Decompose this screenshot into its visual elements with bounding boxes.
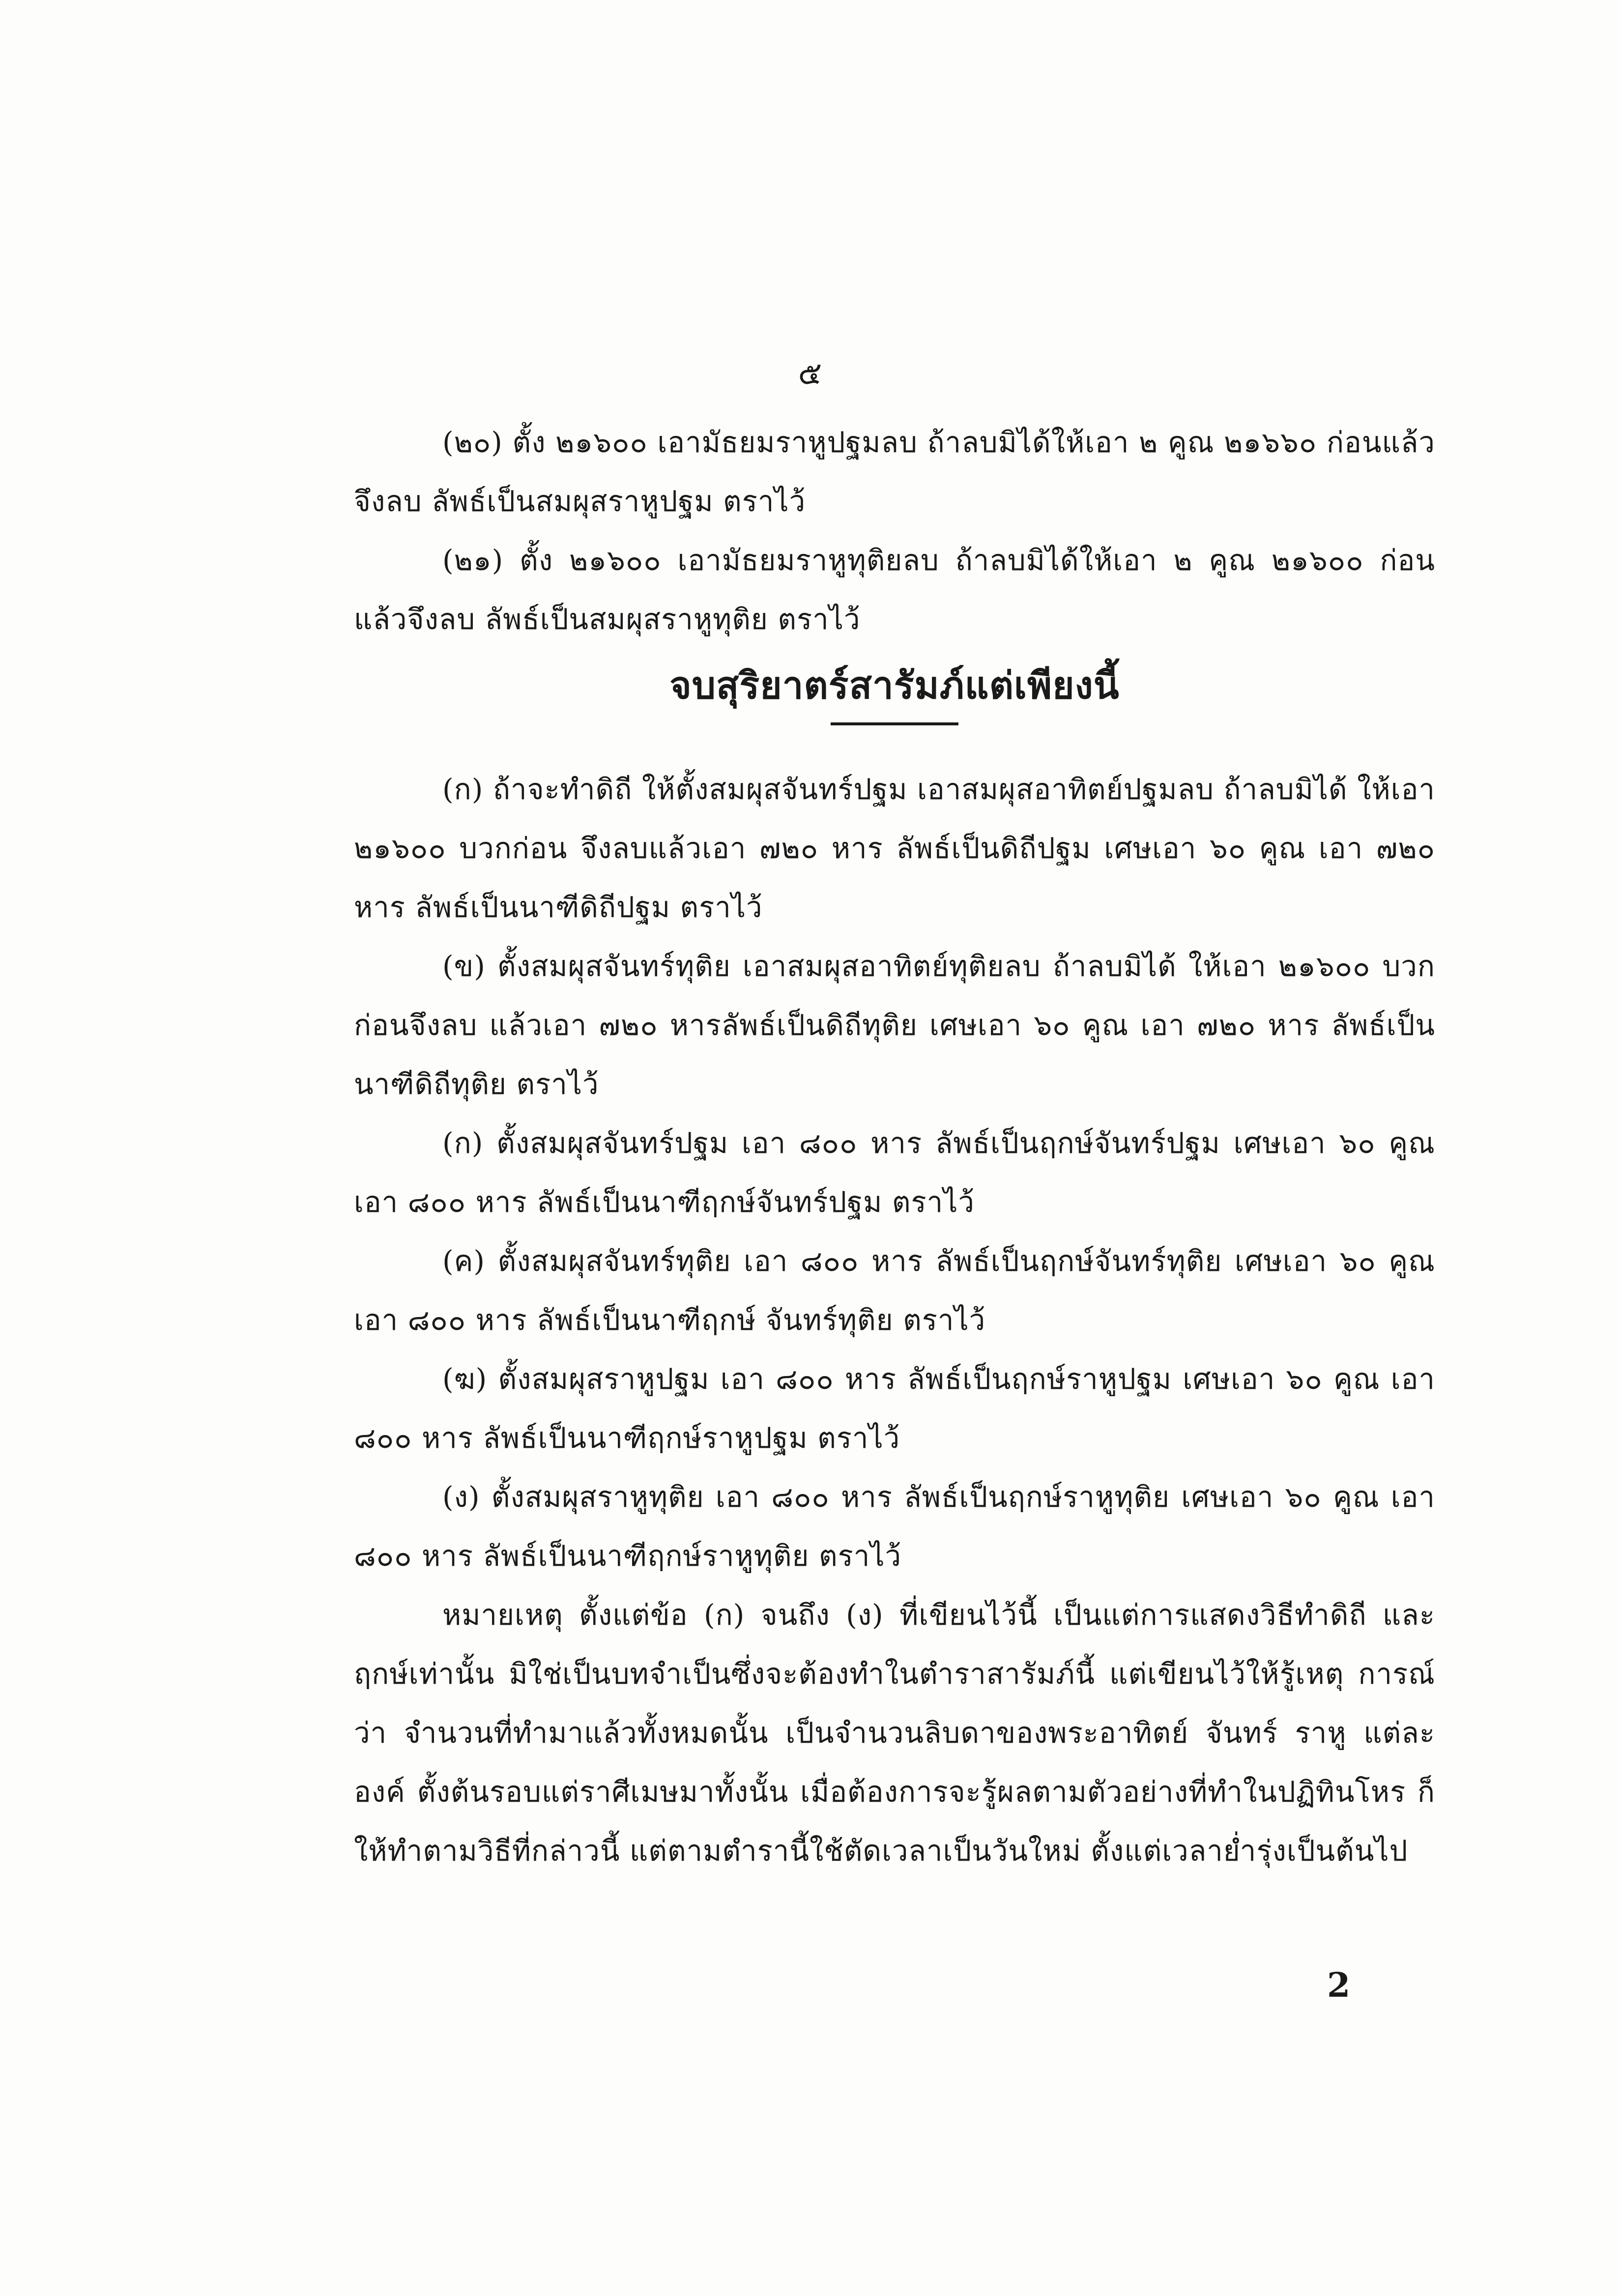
paragraph-ka-second: (ก) ตั้งสมผุสจันทร์ปฐม เอา ๘๐๐ หาร ลัพธ์เป็นฤกษ์จันทร์ปฐม เศษเอา ๖๐ คูณ เอา ๘๐๐ หาร ลัพธ์เป็นนาฑีฤกษ์จันทร์ปฐม ตราไว้: [354, 1126, 1435, 1219]
paragraph-ka: (ก) ถ้าจะทำดิถี ให้ตั้งสมผุสจันทร์ปฐม เอาสมผุสอาทิตย์ปฐมลบ ถ้าลบมิได้ ให้เอา ๒๑๖๐๐ บวกก่อน จึงลบแล้วเอา ๗๒๐ หาร ลัพธ์เป็นดิถีปฐม เศษเอา ๖๐ คูณ เอา ๗๒๐ หาร ลัพธ์เป็นนาฑีดิถีปฐม ตราไว้: [354, 773, 1435, 924]
heading-underline: [831, 722, 958, 725]
paragraph-ngo: (ง) ตั้งสมผุสราหูทุติย เอา ๘๐๐ หาร ลัพธ์เป็นฤกษ์ราหูทุติย เศษเอา ๖๐ คูณ เอา ๘๐๐ หาร ลัพธ์เป็นนาฑีฤกษ์ราหูทุติย ตราไว้: [354, 1480, 1435, 1573]
paragraph-21: (๒๑) ตั้ง ๒๑๖๐๐ เอามัธยมราหูทุติยลบ ถ้าลบมิได้ให้เอา ๒ คูณ ๒๑๖๐๐ ก่อน แล้วจึงลบ ลัพธ์เป็นสมผุสราหูทุติย ตราไว้: [354, 544, 1435, 636]
footer-signature-mark: 2: [1327, 1966, 1351, 2005]
section-heading: จบสุริยาตร์สารัมภ์แต่เพียงนี้: [669, 663, 1120, 707]
paragraph-kho: (ค) ตั้งสมผุสจันทร์ทุติย เอา ๘๐๐ หาร ลัพธ์เป็นฤกษ์จันทร์ทุติย เศษเอา ๖๐ คูณ เอา ๘๐๐ หาร ลัพธ์เป็นนาฑีฤกษ์ จันทร์ทุติย ตราไว้: [354, 1244, 1435, 1337]
page-number: ๕: [798, 355, 822, 392]
paragraph-kha: (ข) ตั้งสมผุสจันทร์ทุติย เอาสมผุสอาทิตย์ทุติยลบ ถ้าลบมิได้ ให้เอา ๒๑๖๐๐ บวกก่อนจึงลบ แล้วเอา ๗๒๐ หารลัพธ์เป็นดิถีทุติย เศษเอา ๖๐ คูณ เอา ๗๒๐ หาร ลัพธ์เป็นนาฑีดิถีทุติย ตราไว้: [354, 949, 1435, 1101]
page-body: [354, 413, 1435, 1880]
paragraph-kho-rakhang: (ฆ) ตั้งสมผุสราหูปฐม เอา ๘๐๐ หาร ลัพธ์เป็นฤกษ์ราหูปฐม เศษเอา ๖๐ คูณ เอา ๘๐๐ หาร ลัพธ์เป็นนาฑีฤกษ์ราหูปฐม ตราไว้: [354, 1362, 1435, 1455]
note-paragraph: หมายเหตุ ตั้งแต่ข้อ (ก) จนถึง (ง) ที่เขียนไว้นี้ เป็นแต่การแสดงวิธีทำดิถี และฤกษ์เท่านั้น มิใช่เป็นบทจำเป็นซึ่งจะต้องทำในตำราสารัมภ์นี้ แต่เขียนไว้ให้รู้เหตุ การณ์ว่า จำนวนที่ทำมาแล้วทั้งหมดนั้น เป็นจำนวนลิบดาของพระอาทิตย์ จันทร์ ราหู แต่ละองค์ ตั้งต้นรอบแต่ราศีเมษมาทั้งนั้น เมื่อต้องการจะรู้ผลตามตัวอย่างที่ทำในปฏิทินโหร ก็ให้ทำตามวิธีที่กล่าวนี้ แต่ตามตำรานี้ใช้ตัดเวลาเป็นวันใหม่ ตั้งแต่เวลาย่ำรุ่งเป็นต้นไป: [354, 1598, 1435, 1867]
paragraph-20: (๒๐) ตั้ง ๒๑๖๐๐ เอามัธยมราหูปฐมลบ ถ้าลบมิได้ให้เอา ๒ คูณ ๒๑๖๖๐ ก่อนแล้วจึงลบ ลัพธ์เป็นสมผุสราหูปฐม ตราไว้: [354, 426, 1435, 518]
